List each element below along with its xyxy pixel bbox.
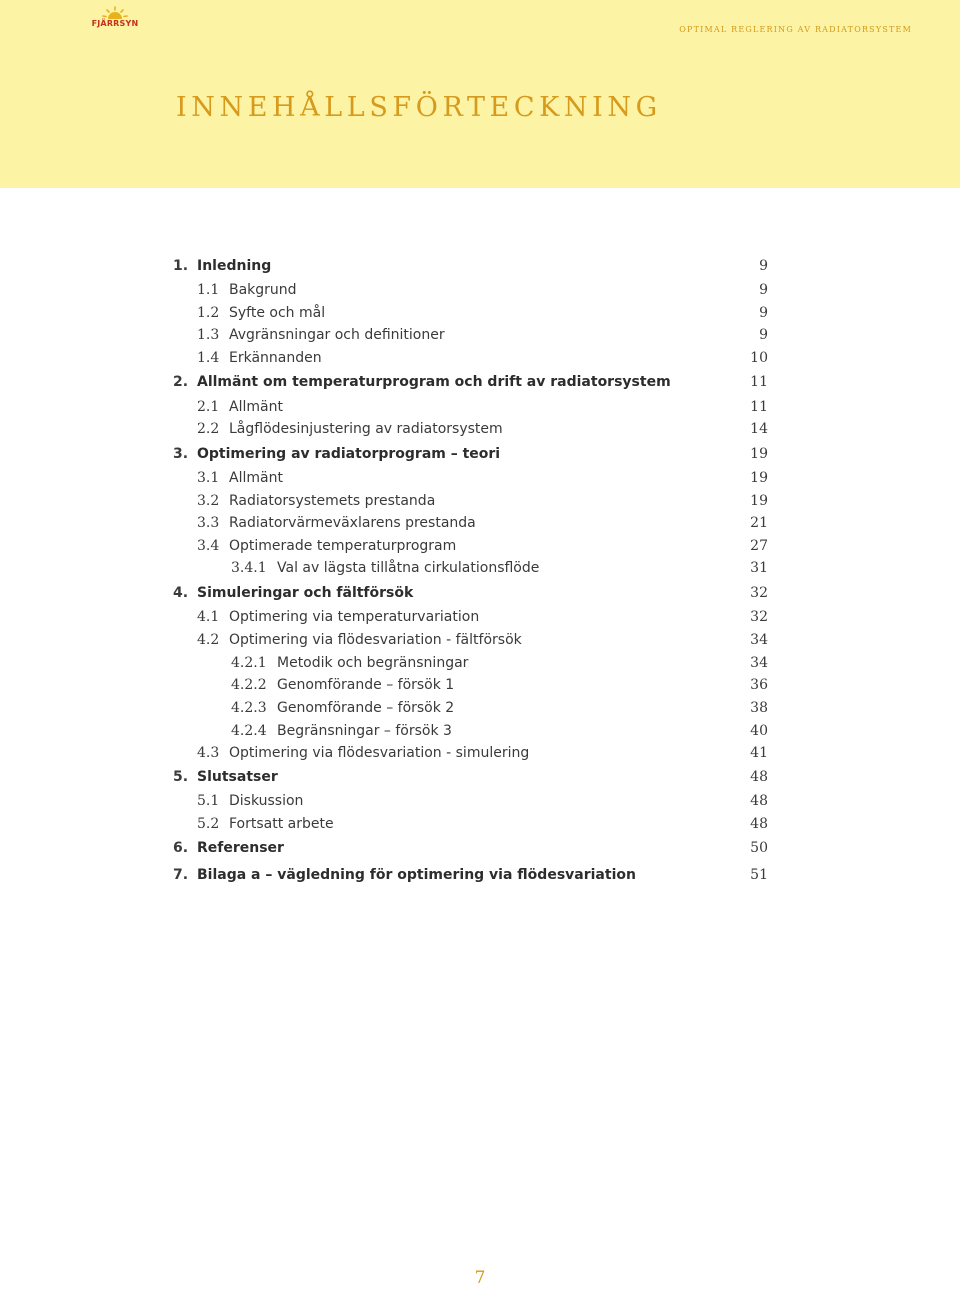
toc-entry-page: 34: [750, 655, 768, 671]
sun-icon: [102, 6, 128, 20]
toc-entry-number: 4.2: [197, 632, 220, 648]
toc-entry: [0, 512, 960, 534]
toc-entry-number: 6.: [173, 840, 189, 856]
toc-entry: [0, 467, 960, 489]
toc-entry: [0, 396, 960, 418]
toc-entry: [0, 674, 960, 696]
toc-entry-page: 51: [750, 867, 768, 883]
toc-entry: [0, 742, 960, 764]
toc-entry-number: 5.1: [197, 793, 220, 809]
toc-entry: [0, 371, 960, 393]
toc-entry: [0, 582, 960, 604]
toc-entry-page: 34: [750, 632, 768, 648]
toc-entry-number: 2.2: [197, 421, 220, 437]
toc-entry-label: Allmänt om temperaturprogram och drift av radiatorsystem: [197, 374, 671, 390]
header-band: [0, 0, 960, 188]
toc-entry-page: 32: [750, 585, 768, 601]
toc-entry-label: Allmänt: [229, 399, 283, 415]
toc-entry-number: 3.3: [197, 515, 220, 531]
toc-entry-page: 36: [750, 677, 768, 693]
toc-entry-number: 5.2: [197, 816, 220, 832]
toc-entry: [0, 347, 960, 369]
toc-entry-label: Optimering via flödesvariation - fältförsök: [229, 632, 522, 648]
toc-entry-page: 31: [750, 560, 768, 576]
toc-entry: [0, 864, 960, 886]
toc-entry-number: 4.3: [197, 745, 220, 761]
toc-entry-number: 1.2: [197, 305, 220, 321]
toc-entry-label: Erkännanden: [229, 350, 322, 366]
toc-entry-page: 9: [759, 282, 768, 298]
toc-entry-page: 48: [750, 816, 768, 832]
toc-entry-label: Metodik och begränsningar: [277, 655, 469, 671]
toc-entry: [0, 302, 960, 324]
toc-entry-label: Genomförande – försök 1: [277, 677, 455, 693]
toc-entry: [0, 813, 960, 835]
toc-entry: [0, 418, 960, 440]
toc-entry-page: 21: [750, 515, 768, 531]
toc-entry-number: 4.: [173, 585, 189, 601]
toc-entry-number: 1.1: [197, 282, 220, 298]
toc-entry-number: 7.: [173, 867, 189, 883]
toc-entry-page: 14: [750, 421, 768, 437]
toc-entry-label: Begränsningar – försök 3: [277, 723, 452, 739]
toc-entry-page: 27: [750, 538, 768, 554]
toc-entry-number: 1.4: [197, 350, 220, 366]
toc-entry-label: Genomförande – försök 2: [277, 700, 455, 716]
toc-entry-number: 4.1: [197, 609, 220, 625]
toc-entry-number: 4.2.2: [231, 677, 267, 693]
page-title: INNEHÅLLSFÖRTECKNING: [176, 92, 662, 123]
toc-entry: [0, 443, 960, 465]
running-title: OPTIMAL REGLERING AV RADIATORSYSTEM: [679, 25, 912, 34]
toc-entry: [0, 557, 960, 579]
toc-entry-label: Lågflödesinjustering av radiatorsystem: [229, 421, 503, 437]
toc-entry: [0, 255, 960, 277]
toc-entry: [0, 837, 960, 859]
toc-entry-page: 48: [750, 769, 768, 785]
toc-entry-page: 9: [759, 305, 768, 321]
toc-entry-number: 4.2.4: [231, 723, 267, 739]
toc-entry-page: 19: [750, 470, 768, 486]
toc-entry: [0, 606, 960, 628]
toc-entry-page: 41: [750, 745, 768, 761]
toc-entry: [0, 720, 960, 742]
toc-entry-page: 32: [750, 609, 768, 625]
toc-entry-page: 19: [750, 446, 768, 462]
toc-entry-label: Radiatorvärmeväxlarens prestanda: [229, 515, 476, 531]
toc-entry-label: Simuleringar och fältförsök: [197, 585, 414, 601]
toc-entry-page: 9: [759, 258, 768, 274]
toc-entry-label: Val av lägsta tillåtna cirkulationsflöde: [277, 560, 540, 576]
toc-entry-label: Allmänt: [229, 470, 283, 486]
toc-entry-label: Optimerade temperaturprogram: [229, 538, 457, 554]
toc-entry: [0, 324, 960, 346]
toc-entry-label: Diskussion: [229, 793, 304, 809]
toc-entry: [0, 790, 960, 812]
toc-entry-label: Optimering via temperaturvariation: [229, 609, 480, 625]
toc-entry-number: 1.3: [197, 327, 220, 343]
toc-entry-number: 3.1: [197, 470, 220, 486]
toc-entry: [0, 490, 960, 512]
toc-entry-number: 5.: [173, 769, 189, 785]
toc-entry-number: 3.2: [197, 493, 220, 509]
toc-entry-label: Radiatorsystemets prestanda: [229, 493, 436, 509]
page-number: 7: [474, 1268, 486, 1288]
toc-entry-page: 50: [750, 840, 768, 856]
toc-entry: [0, 652, 960, 674]
toc-entry-label: Bakgrund: [229, 282, 297, 298]
toc-entry-label: Fortsatt arbete: [229, 816, 334, 832]
toc-entry: [0, 535, 960, 557]
toc-entry: [0, 766, 960, 788]
toc-entry-page: 40: [750, 723, 768, 739]
toc-entry-number: 2.: [173, 374, 189, 390]
toc-entry-page: 11: [750, 399, 768, 415]
toc-entry-number: 4.2.1: [231, 655, 267, 671]
toc-entry-number: 4.2.3: [231, 700, 267, 716]
toc-entry-number: 3.4.1: [231, 560, 267, 576]
toc-entry-number: 3.: [173, 446, 189, 462]
toc-entry: [0, 629, 960, 651]
toc-entry-label: Optimering av radiatorprogram – teori: [197, 446, 501, 462]
toc-entry-label: Slutsatser: [197, 769, 278, 785]
toc-entry-label: Optimering via flödesvariation - simulering: [229, 745, 530, 761]
toc-entry-label: Bilaga a – vägledning för optimering via flödesvariation: [197, 867, 636, 883]
toc-entry-page: 9: [759, 327, 768, 343]
toc-entry-label: Syfte och mål: [229, 305, 326, 321]
logo-text: FJÄRRSYN: [91, 19, 139, 28]
toc-entry: [0, 697, 960, 719]
toc-entry-page: 19: [750, 493, 768, 509]
toc-entry-page: 11: [750, 374, 768, 390]
toc-entry: [0, 279, 960, 301]
toc-entry-page: 38: [750, 700, 768, 716]
toc-entry-label: Inledning: [197, 258, 272, 274]
toc-entry-page: 48: [750, 793, 768, 809]
toc-entry-number: 2.1: [197, 399, 220, 415]
toc-entry-page: 10: [750, 350, 768, 366]
toc-entry-number: 3.4: [197, 538, 220, 554]
fjarrsyn-logo: [88, 6, 142, 32]
toc-entry-number: 1.: [173, 258, 189, 274]
toc-entry-label: Avgränsningar och definitioner: [229, 327, 445, 343]
toc-entry-label: Referenser: [197, 840, 284, 856]
